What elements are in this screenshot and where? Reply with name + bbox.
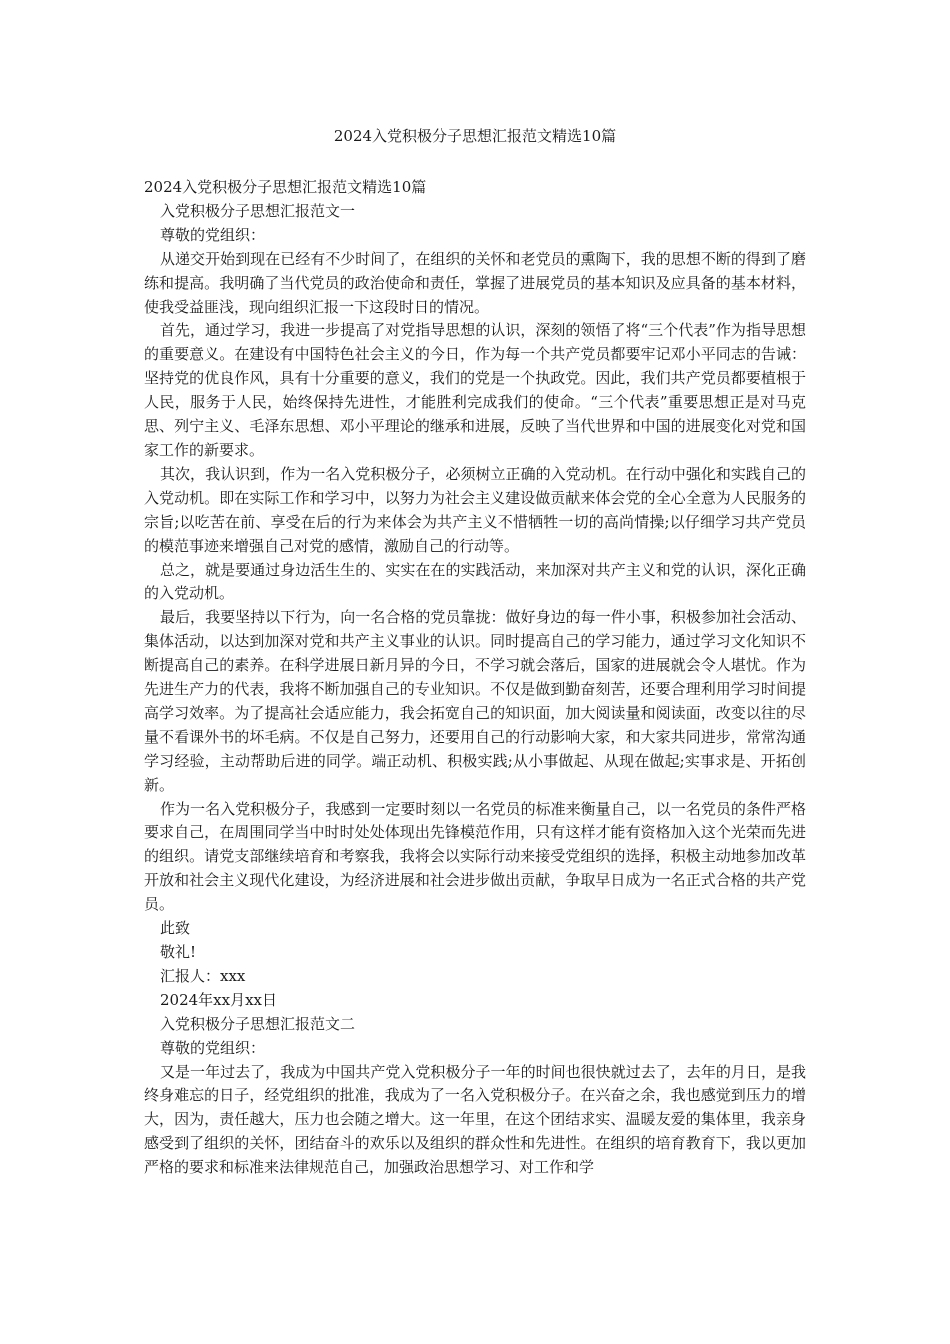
paragraph: 从递交开始到现在已经有不少时间了，在组织的关怀和老党员的熏陶下，我的思想不断的得到了磨练和提高。我明确了当代党员的政治使命和责任，掌握了进展党员的基本知识及应具备的基本材料，使我受益匪浅，现向组织汇报一下这段时日的情况。 xyxy=(144,249,806,316)
paragraph: 作为一名入党积极分子，我感到一定要时刻以一名党员的标准来衡量自己，以一名党员的条件严格要求自己，在周围同学当中时时处处体现出先锋模范作用，只有这样才能有资格加入这个光荣而先进的组织。请党支部继续培育和考察我，我将会以实际行动来接受党组织的选择，积极主动地参加改革开放和社会主义现代化建设，为经济进展和社会进步做出贡献，争取早日成为一名正式合格的共产党员。 xyxy=(144,799,806,914)
closing-phrase: 此致 xyxy=(160,919,191,938)
document-title: 2024入党积极分子思想汇报范文精选10篇 xyxy=(333,127,617,145)
document-body xyxy=(144,176,806,1180)
section-heading-2: 入党积极分子思想汇报范文二 xyxy=(160,1014,356,1033)
paragraph: 总之，就是要通过身边活生生的、实实在在的实践活动，来加深对共产主义和党的认识，深化正确的入党动机。 xyxy=(144,560,806,603)
reporter-line: 汇报人：xxx xyxy=(160,966,246,985)
closing-salute: 敬礼! xyxy=(160,943,197,961)
paragraph: 首先，通过学习，我进一步提高了对党指导思想的认识，深刻的领悟了将“三个代表”作为指导思想的重要意义。在建设有中国特色社会主义的今日，作为每一个共产党员都要牢记邓小平同志的告诫：坚持党的优良作风，具有十分重要的意义，我们的党是一个执政党。因此，我们共产党员都要植根于人民，服务于人民，始终保持先进性，才能胜利完成我们的使命。“三个代表”重要思想正是对马克思、列宁主义、毛泽东思想、邓小平理论的继承和进展，反映了当代世界和中国的进展变化对党和国家工作的新要求。 xyxy=(144,321,806,459)
salutation: 尊敬的党组织： xyxy=(160,1038,266,1057)
paragraph-heading: 2024入党积极分子思想汇报范文精选10篇 xyxy=(144,178,427,196)
paragraph: 其次，我认识到，作为一名入党积极分子，必须树立正确的入党动机。在行动中强化和实践自己的入党动机。即在实际工作和学习中，以努力为社会主义建设做贡献来体会党的全心全意为人民服务的宗旨;以吃苦在前、享受在后的行为来体会为共产主义不惜牺牲一切的高尚情操;以仔细学习共产党员的模范事迹来增强自己对党的感情，激励自己的行动等。 xyxy=(144,464,806,555)
section-heading-1: 入党积极分子思想汇报范文一 xyxy=(160,201,356,220)
paragraph: 最后，我要坚持以下行为，向一名合格的党员靠拢：做好身边的每一件小事，积极参加社会活动、集体活动，以达到加深对党和共产主义事业的认识。同时提高自己的学习能力，通过学习文化知识不断提高自己的素养。在科学进展日新月异的今日，不学习就会落后，国家的进展就会令人堪忧。作为先进生产力的代表，我将不断加强自己的专业知识。不仅是做到勤奋刻苦，还要合理利用学习时间提高学习效率。为了提高社会适应能力，我会拓宽自己的知识面，加大阅读量和阅读面，改变以往的尽量不看课外书的坏毛病。不仅是自己努力，还要用自己的行动影响大家，和大家共同进步，常常沟通学习经验，主动帮助后进的同学。端正动机、积极实践;从小事做起、从现在做起;实事求是、开拓创新。 xyxy=(144,608,806,794)
paragraph: 又是一年过去了，我成为中国共产党入党积极分子一年的时间也很快就过去了，去年的月日，是我终身难忘的日子，经党组织的批准，我成为了一名入党积极分子。在兴奋之余，我也感觉到压力的增大，因为，责任越大，压力也会随之增大。这一年里，在这个团结求实、温暖友爱的集体里，我亲身感受到了组织的关怀，团结奋斗的欢乐以及组织的群众性和先进性。在组织的培育教育下，我以更加严格的要求和标准来法律规范自己，加强政治思想学习、对工作和学 xyxy=(144,1062,806,1177)
date-line: 2024年xx月xx日 xyxy=(160,990,278,1009)
salutation: 尊敬的党组织： xyxy=(160,225,266,244)
